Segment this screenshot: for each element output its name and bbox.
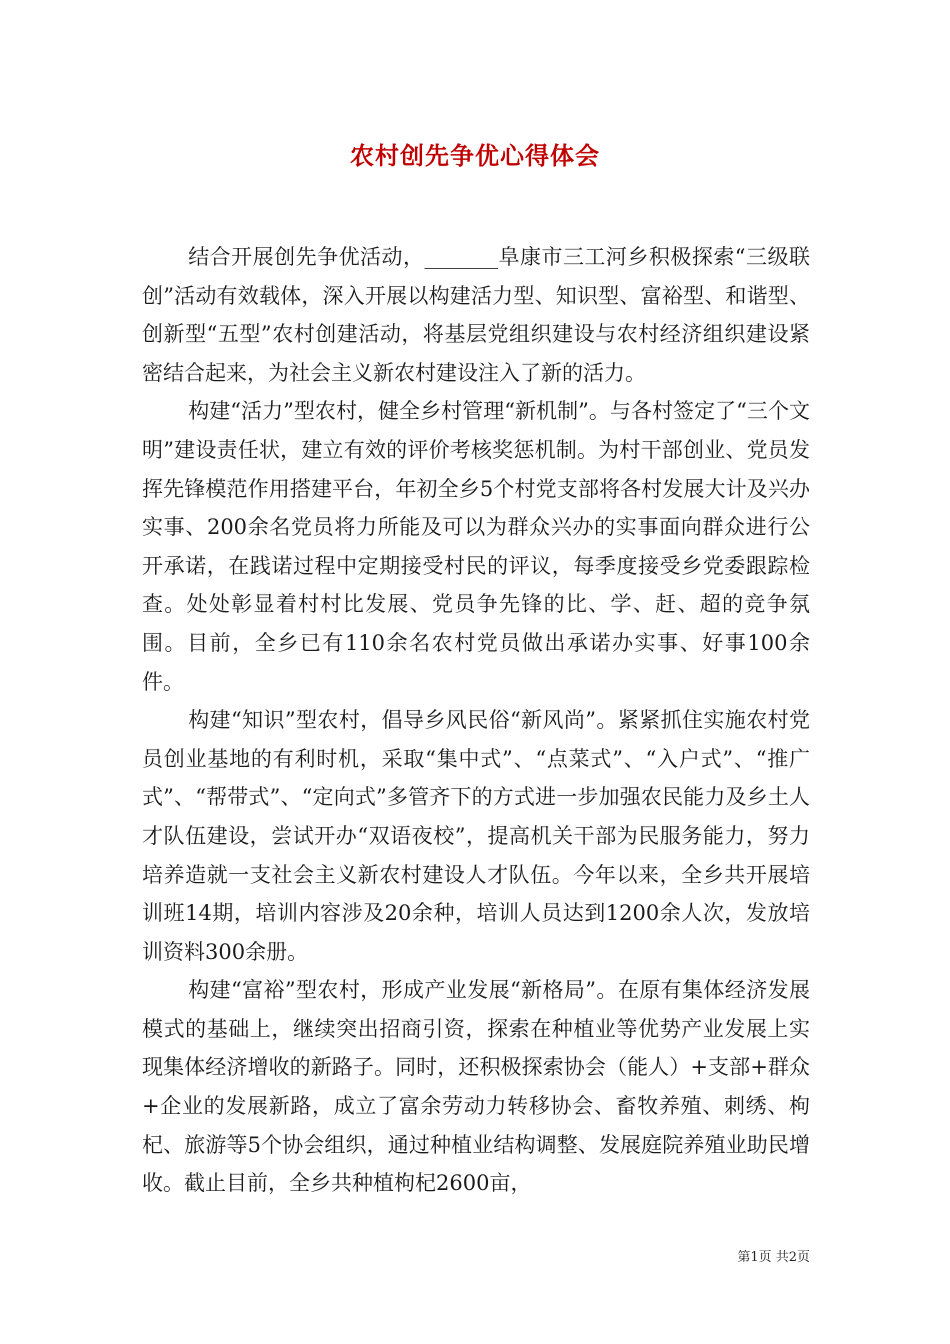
paragraph: 构建“知识”型农村，倡导乡风民俗“新风尚”。紧紧抓住实施农村党员创业基地的有利时机，采取“集中式”、“点菜式”、“入户式”、“推广式”、“帮带式”、“定向式”多管齐下的方式进一步加强农民能力及乡土人才队伍建设，尝试开办“双语夜校”，提高机关干部为民服务能力，努力培养造就一支社会主义新农村建设人才队伍。今年以来，全乡共开展培训班14期，培训内容涉及20余种，培训人员达到1200余人次，发放培训资料300余册。 — [142, 708, 810, 964]
paragraph: 构建“活力”型农村，健全乡村管理“新机制”。与各村签定了“三个文明”建设责任状，建立有效的评价考核奖惩机制。为村干部创业、党员发挥先锋模范作用搭建平台，年初全乡5个村党支部将各村发展大计及兴办实事、200余名党员将力所能及可以为群众兴办的实事面向群众进行公开承诺，在践诺过程中定期接受村民的评议，每季度接受乡党委跟踪检查。处处彰显着村村比发展、党员争先锋的比、学、赶、超的竞争氛围。目前，全乡已有110余名农村党员做出承诺办实事、好事100余件。 — [142, 399, 810, 694]
document-title: 农村创先争优心得体会 — [350, 141, 600, 170]
document-body — [142, 238, 810, 1203]
paragraph: 结合开展创先争优活动，_______阜康市三工河乡积极探索“三级联创”活动有效载体，深入开展以构建活力型、知识型、富裕型、和谐型、创新型“五型”农村创建活动，将基层党组织建设与农村经济组织建设紧密结合起来，为社会主义新农村建设注入了新的活力。 — [142, 245, 810, 385]
page-number: 第1页 共2页 — [737, 1250, 810, 1265]
paragraph: 构建“富裕”型农村，形成产业发展“新格局”。在原有集体经济发展模式的基础上，继续突出招商引资，探索在种植业等优势产业发展上实现集体经济增收的新路子。同时，还积极探索协会（能人）+支部+群众+企业的发展新路，成立了富余劳动力转移协会、畜牧养殖、刺绣、枸杞、旅游等5个协会组织，通过种植业结构调整、发展庭院养殖业助民增收。截止目前，全乡共种植枸杞2600亩， — [142, 978, 810, 1196]
